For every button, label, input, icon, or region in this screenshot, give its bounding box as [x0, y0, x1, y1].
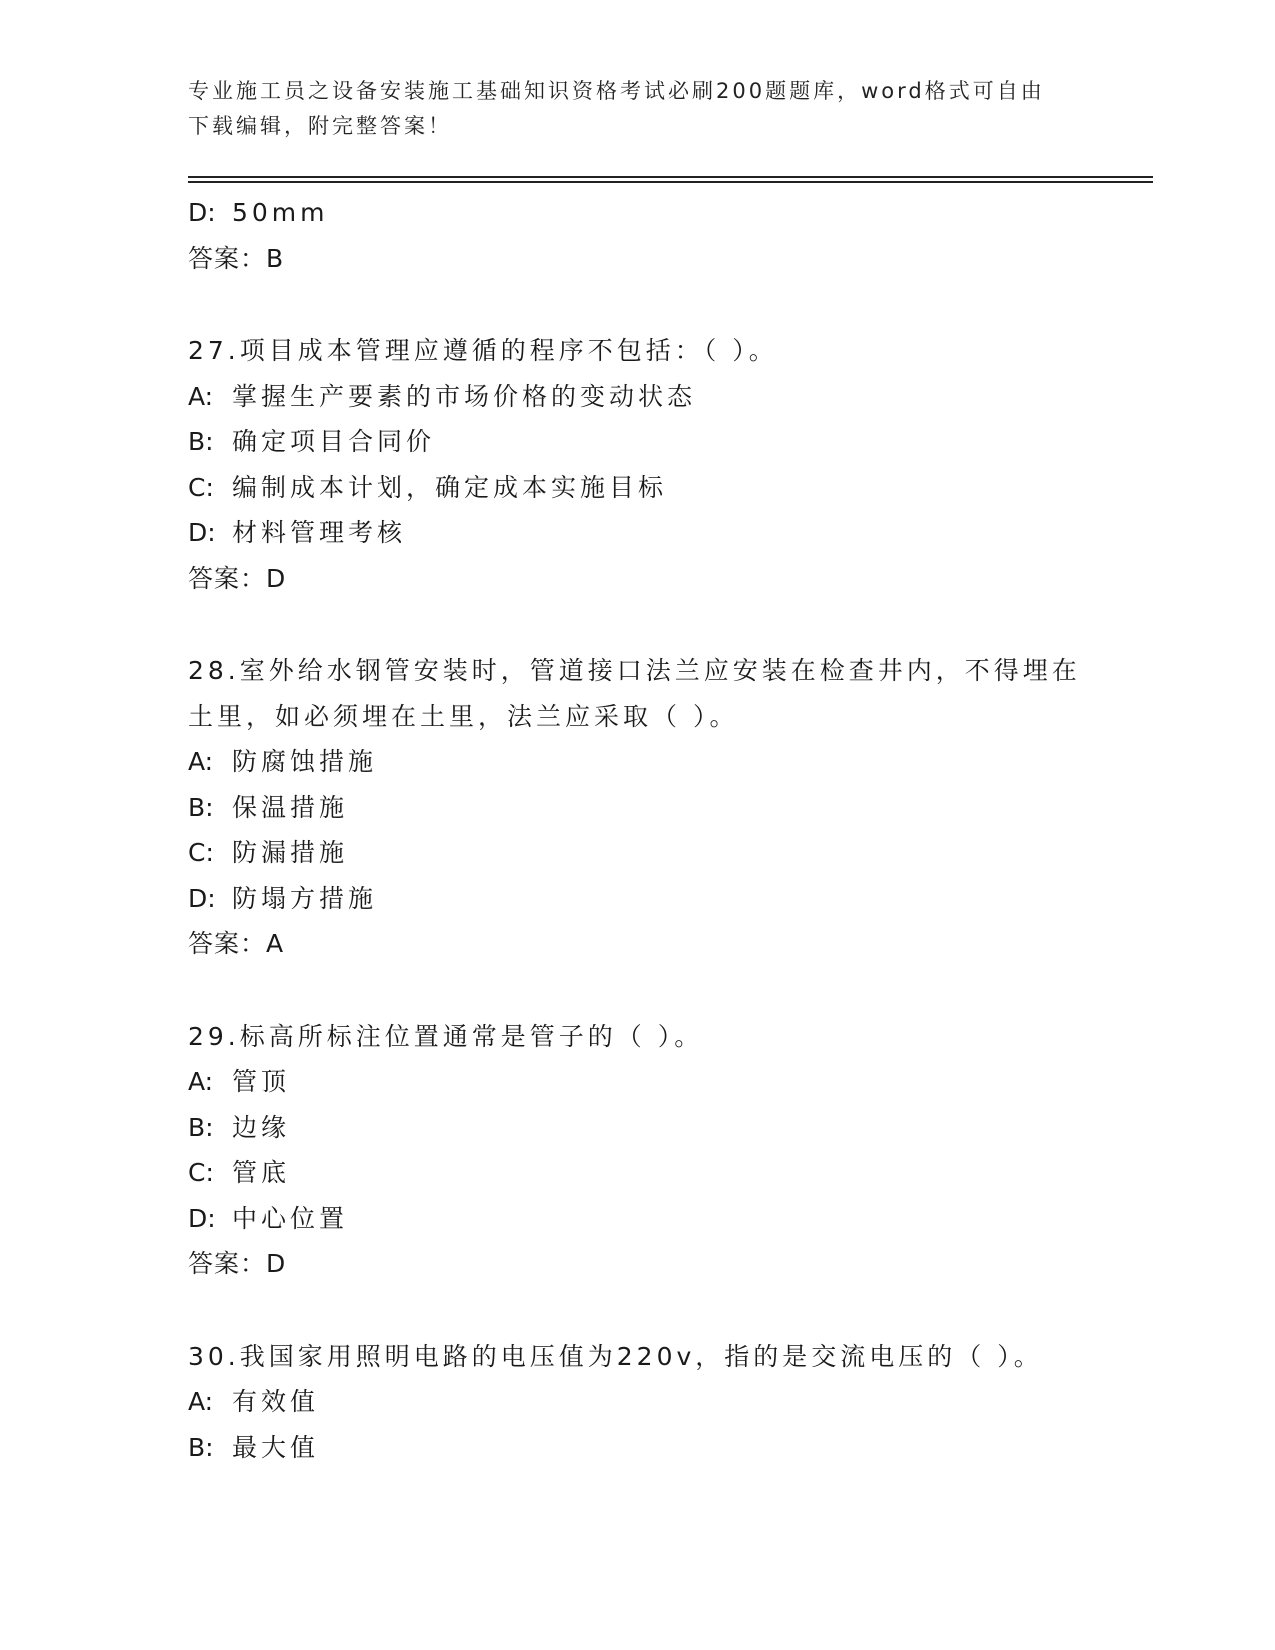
- header-line-2: 下载编辑，附完整答案！: [188, 114, 452, 138]
- option-label: C:: [188, 1158, 214, 1187]
- question-stem-line-2: 土里，如必须埋在土里，法兰应采取（ ）。: [188, 701, 739, 731]
- option-text: 最大值: [232, 1432, 320, 1462]
- option-a: [188, 374, 1118, 420]
- option-text: 编制成本计划，确定成本实施目标: [232, 472, 668, 502]
- option-label: C:: [188, 472, 214, 502]
- option-d: [188, 190, 1118, 236]
- option-label: C:: [188, 838, 214, 867]
- option-text: 中心位置: [232, 1203, 349, 1233]
- question-stem: 30.我国家用照明电路的电压值为220v，指的是交流电压的（ ）。: [188, 1341, 1043, 1371]
- option-c: [188, 830, 1118, 876]
- option-label: D:: [188, 518, 216, 547]
- question-29: [188, 1014, 1118, 1287]
- option-label: B:: [188, 1432, 214, 1462]
- answer-line: 答案：B: [188, 243, 285, 273]
- option-text: 管底: [232, 1158, 291, 1187]
- option-text: 保温措施: [232, 792, 349, 822]
- option-label: A:: [188, 381, 214, 411]
- option-a: [188, 1379, 1118, 1425]
- question-stem-line-1: 28.室外给水钢管安装时，管道接口法兰应安装在检查井内，不得埋在: [188, 656, 1081, 685]
- option-label: A:: [188, 747, 214, 776]
- option-b: [188, 1425, 1118, 1471]
- option-d: [188, 876, 1118, 922]
- page-header: [188, 74, 1088, 144]
- option-label: A:: [188, 1067, 214, 1096]
- question-30: [188, 1334, 1118, 1471]
- spacer: [188, 967, 1118, 1014]
- spacer: [188, 281, 1118, 328]
- option-label: D:: [188, 1203, 216, 1233]
- option-a: [188, 739, 1118, 785]
- spacer: [188, 1287, 1118, 1334]
- spacer: [188, 601, 1118, 648]
- option-text: 防腐蚀措施: [232, 747, 378, 776]
- answer-line: 答案：D: [188, 563, 287, 593]
- option-label: D:: [188, 883, 216, 913]
- option-label: B:: [188, 427, 214, 456]
- option-text: 有效值: [232, 1387, 320, 1416]
- option-d: [188, 1196, 1118, 1242]
- option-text: 掌握生产要素的市场价格的变动状态: [232, 381, 697, 411]
- question-28: [188, 648, 1118, 967]
- option-text: 材料管理考核: [232, 518, 407, 547]
- header-divider-bottom: [188, 181, 1153, 183]
- answer-line: 答案：A: [188, 929, 285, 958]
- option-label: D:: [188, 198, 216, 227]
- option-a: [188, 1059, 1118, 1105]
- question-stem: 27.项目成本管理应遵循的程序不包括：（ ）。: [188, 336, 778, 365]
- option-b: [188, 419, 1118, 465]
- question-27: [188, 328, 1118, 601]
- option-text: 防塌方措施: [232, 883, 378, 913]
- option-label: A:: [188, 1387, 214, 1416]
- option-text: 确定项目合同价: [232, 427, 436, 456]
- option-b: [188, 785, 1118, 831]
- option-text: 边缘: [232, 1112, 291, 1142]
- option-label: B:: [188, 792, 214, 822]
- option-b: [188, 1105, 1118, 1151]
- header-line-1: 专业施工员之设备安装施工基础知识资格考试必刷200题题库，word格式可自由: [188, 79, 1045, 103]
- option-label: B:: [188, 1112, 214, 1142]
- option-text: 管顶: [232, 1067, 291, 1096]
- question-stem: 29.标高所标注位置通常是管子的（ ）。: [188, 1021, 704, 1051]
- option-c: [188, 465, 1118, 511]
- answer-line: 答案：D: [188, 1249, 287, 1278]
- header-divider-top: [188, 176, 1153, 178]
- option-text: 防漏措施: [232, 838, 349, 867]
- option-c: [188, 1150, 1118, 1196]
- question-list: [188, 190, 1118, 1470]
- option-d: [188, 510, 1118, 556]
- option-text: 50mm: [232, 198, 329, 227]
